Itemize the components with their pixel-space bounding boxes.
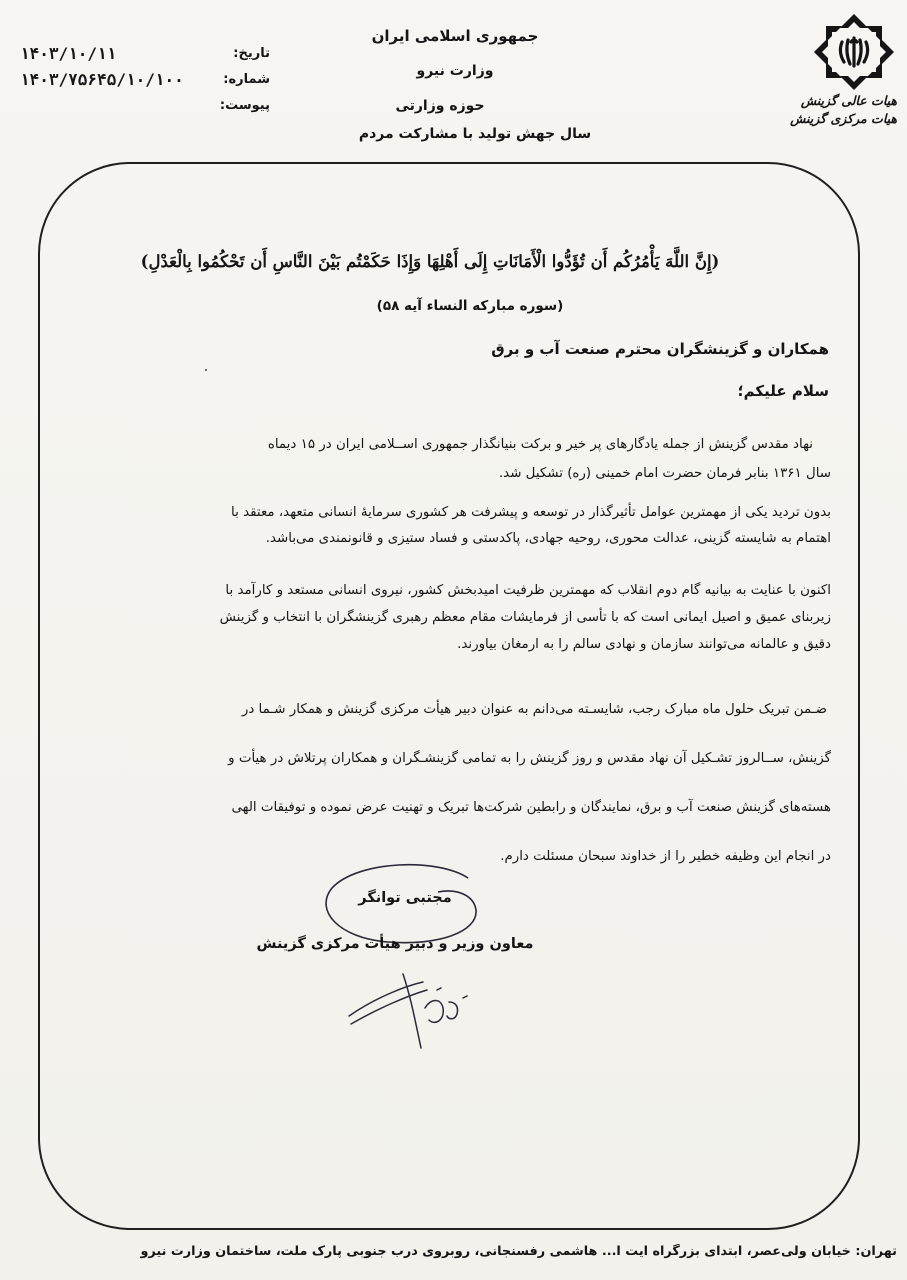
paragraph-3: [75, 577, 831, 658]
paragraph-line: نهاد مقدس گزینش از جمله یادگارهای پر خیر و برکت بنیانگذار جمهوری اســلامی ایران در ۱۵ دیماه: [267, 437, 813, 452]
country-name: جمهوری اسلامی ایران: [371, 27, 539, 45]
paragraph-line: سال ۱۳۶۱ بنابر فرمان حضرت امام خمینی (ره) تشکیل شد.: [498, 466, 831, 481]
greeting: سلام علیکم؛: [737, 382, 829, 400]
paragraph-line: زیربنای عمیق و اصیل ایمانی است که با تأسی از فرمایشات مقام معظم رهبری گزینشگران با انتخاب و گزینش: [219, 610, 831, 625]
logo-line-1: هیات عالی گزینش: [800, 93, 897, 108]
quran-verse: (إِنَّ اللَّهَ يَأْمُرُكُم أَن تُؤَدُّوا الْأَمَانَاتِ إِلَى أَهْلِهَا وَإِذَا حَكَمْتُم بَيْنَ النَّاسِ أَن تَحْكُمُوا بِالْعَدْلِ): [140, 252, 720, 271]
emblem-icon: [812, 12, 896, 92]
attachment-label: پیوست:: [219, 97, 270, 113]
paragraph-line: هسته‌های گزینش صنعت آب و برق، نمایندگان و رابطین شرکت‌ها تبریک و تهنیت عرض نموده و توفیقات الهی: [231, 800, 831, 815]
paragraph-2: [75, 500, 831, 552]
letter-meta: [20, 40, 270, 118]
date-row: [20, 40, 270, 66]
ministry-name: وزارت نیرو: [416, 63, 494, 79]
paragraph-4: [75, 685, 831, 881]
paragraph-line: بدون تردید یکی از مهمترین عوامل تأثیرگذار در توسعه و پیشرفت هر کشوری سرمایهٔ انسانی متعهد، معتقد با: [231, 505, 831, 520]
number-value: ۱۴۰۳/۷۵۶۴۵/۱۰/۱۰۰: [20, 69, 184, 89]
letterhead: [340, 18, 640, 144]
ink-dot: [205, 369, 207, 371]
paragraph-line: گزینش، ســالروز تشـکیل آن نهاد مقدس و روز گزینش را به تمامی گزینشـگران و همکاران پرتلاش در هیأت و: [228, 751, 831, 766]
verse-reference: (سوره مبارکه النساء آیه ۵۸): [376, 298, 564, 314]
paragraph-1: [75, 430, 831, 488]
number-row: [20, 66, 270, 92]
paragraph-line: ضـمن تبریک حلول ماه مبارک رجب، شایسـته می‌دانم به عنوان دبیر هیأت مرکزی گزینش و همکار شـما در: [241, 702, 827, 717]
date-value: ۱۴۰۳/۱۰/۱۱: [20, 43, 117, 63]
paragraph-line: اهتمام به شایسته گزینی، عدالت محوری، روحیه جهادی، پاکدستی و فساد ستیزی و قانونمندی می‌باشد.: [265, 531, 831, 546]
signer-title: معاون وزیر و دبیر هیأت مرکزی گزینش: [256, 936, 534, 952]
year-slogan: سال جهش تولید با مشارکت مردم: [358, 126, 592, 142]
paragraph-line: اکنون با عنایت به بیانیه گام دوم انقلاب که مهمترین ظرفیت امیدبخش کشور، نیروی انسانی مستعد و کارآمد با: [225, 583, 831, 598]
logo-line-2: هیات مرکزی گزینش: [790, 111, 897, 126]
footer-address: تهران: خیابان ولی‌عصر، ابتدای بزرگراه ایت ا... هاشمی رفسنجانی، روبروی درب جنوبی پارک ملت، ساختمان وزارت نیرو: [140, 1244, 897, 1259]
paragraph-line: در انجام این وظیفه خطیر را از خداوند سبحان مسئلت دارم.: [500, 849, 831, 864]
salutation: همکاران و گزینشگران محترم صنعت آب و برق: [491, 340, 829, 358]
number-label: شماره:: [223, 71, 270, 87]
paragraph-line: دقیق و عالمانه می‌توانند سازمان و نهادی سالم را به ارمغان بیاورند.: [457, 637, 831, 652]
department-name: حوزه وزارتی: [395, 98, 485, 114]
signer-name: مجتبی توانگر: [358, 890, 452, 906]
logo: [790, 12, 897, 128]
date-label: تاریخ:: [233, 45, 270, 61]
attachment-row: [20, 92, 270, 118]
